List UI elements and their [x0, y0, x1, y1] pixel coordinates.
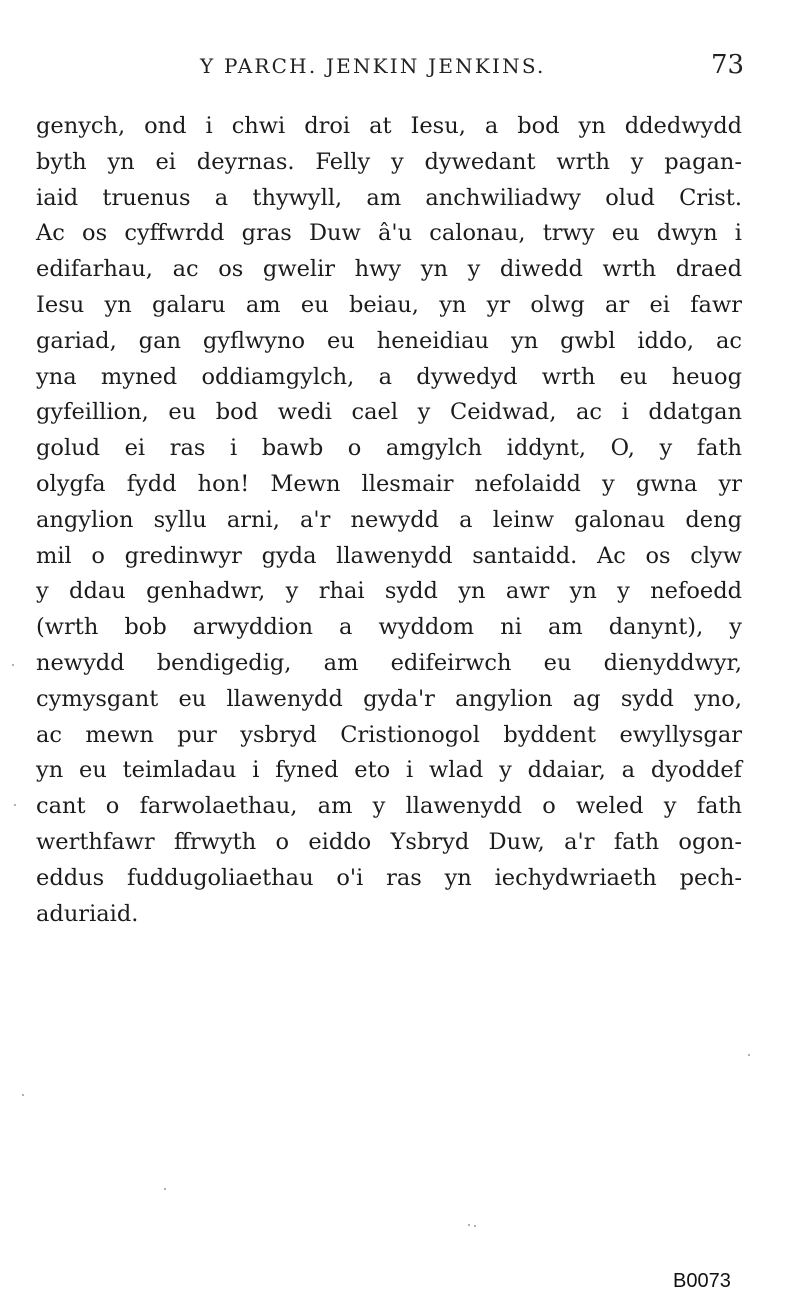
- text-line: cymysgant eu llawenydd gyda'r angylion ag sydd yno,: [36, 685, 742, 712]
- text-line: (wrth bob arwyddion a wyddom ni am danynt), y: [36, 614, 742, 641]
- text-line: Ac os cyffwrdd gras Duw â'u calonau, trwy eu dwyn i: [36, 220, 742, 247]
- text-line-final: aduriaid.: [36, 900, 139, 927]
- running-title: Y PARCH. JENKIN JENKINS.: [200, 54, 546, 78]
- paper-speck: [12, 664, 14, 666]
- paper-speck: [468, 1224, 470, 1226]
- running-head: [0, 50, 796, 84]
- text-line: yna myned oddiamgylch, a dywedyd wrth eu heuog: [36, 363, 742, 390]
- text-line: angylion syllu arni, a'r newydd a leinw galonau deng: [36, 506, 742, 533]
- text-line: yn eu teimladau i fyned eto i wlad y ddaiar, a dyoddef: [36, 757, 742, 784]
- text-line: olygfa fydd hon! Mewn llesmair nefolaidd y gwna yr: [36, 470, 742, 497]
- text-line: werthfawr ffrwyth o eiddo Ysbryd Duw, a'r fath ogon-: [36, 828, 742, 855]
- text-line: genych, ond i chwi droi at Iesu, a bod yn ddedwydd: [36, 113, 742, 139]
- text-line: gariad, gan gyflwyno eu heneidiau yn gwbl iddo, ac: [36, 327, 742, 354]
- text-line: golud ei ras i bawb o amgylch iddynt, O, y fath: [36, 435, 742, 462]
- text-line: iaid truenus a thywyll, am anchwiliadwy olud Crist.: [36, 184, 742, 211]
- paper-speck: [164, 1188, 166, 1190]
- text-line: byth yn ei deyrnas. Felly y dywedant wrth y pagan-: [36, 148, 742, 175]
- paper-speck: [22, 1094, 24, 1096]
- text-line: cant o farwolaethau, am y llawenydd o weled y fath: [36, 793, 742, 820]
- text-line: Iesu yn galaru am eu beiau, yn yr olwg ar ei fawr: [36, 291, 742, 318]
- page-number: 73: [711, 50, 745, 80]
- text-line: newydd bendigedig, am edifeirwch eu dienyddwyr,: [36, 649, 742, 676]
- archive-id: B0073: [673, 1270, 731, 1292]
- text-line: edifarhau, ac os gwelir hwy yn y diwedd wrth draed: [36, 256, 742, 283]
- text-line: y ddau genhadwr, y rhai sydd yn awr yn y nefoedd: [36, 578, 742, 605]
- paper-speck: [14, 804, 16, 806]
- paper-speck: [474, 1225, 476, 1227]
- text-line: eddus fuddugoliaethau o'i ras yn iechydwriaeth pech-: [36, 864, 742, 891]
- text-line: mil o gredinwyr gyda llawenydd santaidd. Ac os clyw: [36, 542, 742, 569]
- text-line: gyfeillion, eu bod wedi cael y Ceidwad, ac i ddatgan: [36, 399, 742, 426]
- body-text: [36, 109, 742, 932]
- paper-speck: [748, 1054, 750, 1056]
- text-line: ac mewn pur ysbryd Cristionogol byddent ewyllysgar: [36, 721, 742, 748]
